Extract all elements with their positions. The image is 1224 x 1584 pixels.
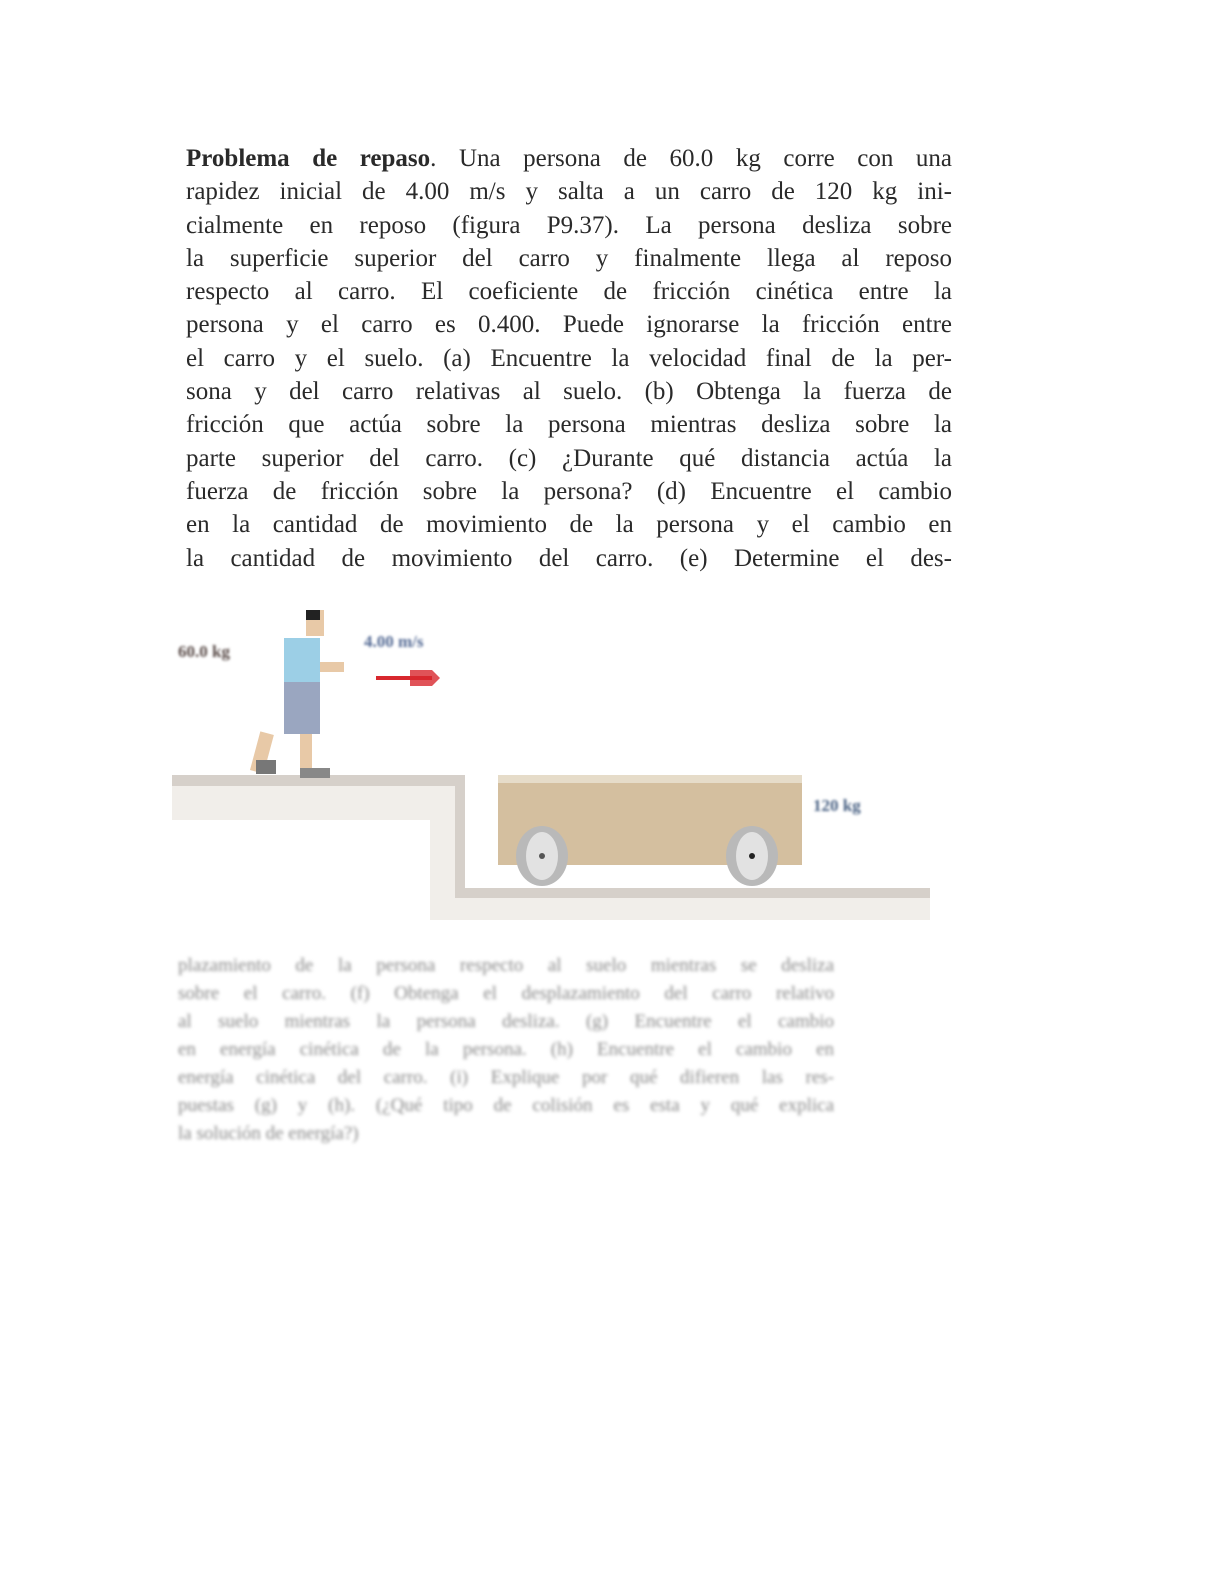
text-line: plazamiento de la persona respecto al suelo mientras se desliza: [178, 955, 834, 976]
text-line: la superficie superior del carro y finalmente llega al reposo: [186, 244, 952, 272]
person-mass-label: 60.0 kg: [178, 642, 230, 661]
text-line: puestas (g) y (h). (¿Qué tipo de colisión es esta y qué explica: [178, 1095, 834, 1116]
text-line: en la cantidad de movimiento de la persona y el cambio en: [186, 511, 952, 539]
text-line: sobre el carro. (f) Obtenga el desplazamiento del carro relativo: [178, 983, 834, 1004]
text-line: fricción que actúa sobre la persona mientras desliza sobre la: [186, 411, 952, 439]
cart-top: [498, 775, 802, 783]
wheel-icon: [726, 826, 778, 886]
text-line: parte superior del carro. (c) ¿Durante qué distancia actúa la: [186, 444, 952, 472]
person-speed-label: 4.00 m/s: [364, 632, 424, 651]
text-line: energía cinética del carro. (i) Explique por qué difieren las res-: [178, 1067, 834, 1088]
text-line: en energía cinética de la persona. (h) Encuentre el cambio en: [178, 1039, 834, 1060]
figure-illustration: [170, 600, 930, 930]
text-line: sona y del carro relativas al suelo. (b) Obtenga la fuerza de: [186, 378, 952, 406]
text-line: rapidez inicial de 4.00 m/s y salta a un carro de 120 kg ini-: [186, 178, 952, 206]
text-line: el carro y el suelo. (a) Encuentre la velocidad final de la per-: [186, 344, 952, 372]
problem-heading: Problema de repaso: [186, 145, 431, 172]
velocity-arrow-icon: [376, 670, 440, 686]
text-line: la cantidad de movimiento del carro. (e) Determine el des-: [186, 544, 952, 572]
problem-text: [186, 142, 952, 575]
text-line: persona y el carro es 0.400. Puede ignorarse la fricción entre: [186, 311, 952, 339]
text-line: cialmente en reposo (figura P9.37). La persona desliza sobre: [186, 211, 952, 239]
person-figure: [250, 610, 344, 778]
figure-p9-37: [170, 600, 930, 930]
cart-mass-label: 120 kg: [813, 796, 861, 815]
wheel-icon: [516, 826, 568, 886]
text-line: Problema de repaso. Una persona de 60.0 kg corre con una: [186, 145, 953, 172]
text-line: fuerza de fricción sobre la persona? (d) Encuentre el cambio: [186, 477, 952, 505]
text-line: al suelo mientras la persona desliza. (g) Encuentre el cambio: [178, 1011, 834, 1032]
text-line: respecto al carro. El coeficiente de fricción cinética entre la: [186, 278, 952, 306]
text-line: la solución de energía?): [178, 1123, 359, 1144]
problem-continuation: [178, 952, 834, 1148]
